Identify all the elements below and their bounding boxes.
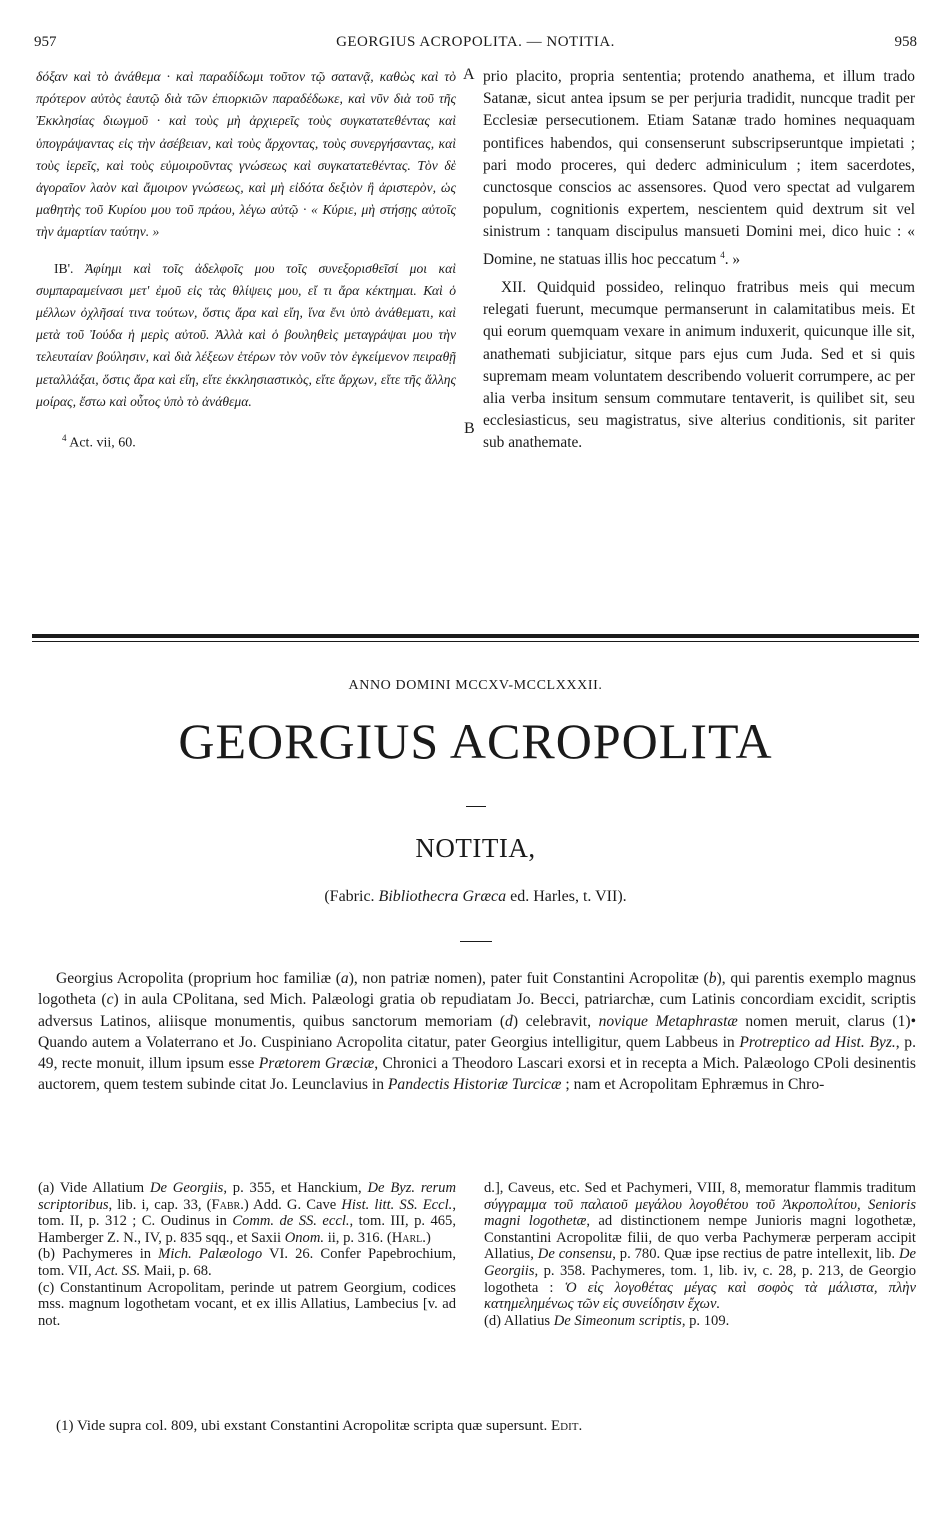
section-subtitle: NOTITIA, — [415, 833, 536, 863]
body-text: nomen meruit, clarus (1)• Quando autem a Volaterrano et Jo. Cuspiniano Acropolita citatur, pater Georgius intelligitur, quem Labbeus in — [38, 1012, 917, 1051]
greek-paragraph-2 — [36, 258, 456, 413]
column-number-left: 957 — [34, 34, 57, 50]
footnotes-right-column — [484, 1180, 916, 1329]
note-text: (a) Vide Allatium — [38, 1180, 150, 1196]
body-text: ; nam et Acropolitam Ephræmus in Chro- — [561, 1076, 825, 1094]
note-text: , p. 355, et Hanckium, — [223, 1180, 368, 1196]
greek-paragraph-2-text: Ἀφίημι καὶ τοῖς ἀδελφοῖς μου τοῖς συνεξορισθεῖσί μοι καὶ συμπαραμείνασι μετ' ἐμοῦ εἰς τὰς θλίψεις μου, εἴ τι ἄρα κέκτημαι. Καὶ ὁ μέλλων ὀχλῆσαί τινα τούτων, ὅστις ἄρα καὶ εἴη, ἵνα ἔνι ὑπὸ ἀνάθεματι, καὶ μετὰ τοῦ Ἰούδα ἡ μερὶς αὐτοῦ. Ἀλλὰ καὶ ὁ βουληθεὶς μεταγράψαι μου τὴν τελευταίαν βούλησιν, καὶ διὰ λέξεων ἑτέρων τὸν νοῦν τὸν ἐγκείμενον πειραθῇ μεταλλάξαι, ὅστις ἄρα καὶ εἴη, εἴτε ἐκκλησιαστικὸς, εἴτε ἄρχων, εἴτε τῆς ἄλλης μοίρας, ἔστω καὶ οὗτος ὑπὸ τὸ ἀνάθεμα. — [36, 260, 456, 409]
note-smallcaps: Fabr. — [211, 1196, 244, 1213]
note-text: ii, p. 316. ( — [324, 1229, 392, 1246]
note-text: (d) Allatius — [484, 1312, 554, 1329]
notitia-body — [38, 968, 916, 1096]
note-text: ) Add. G. Cave — [243, 1196, 342, 1213]
greek-paragraph-1: δόξαν καὶ τὸ ἀνάθεμα · καὶ παραδίδωμι τοῦτον τῷ σατανᾷ, καθὼς καὶ τὸ πρότερον αὐτὸς ἑαυτῷ διὰ τῶν ἐπιορκιῶν παραδέδωκε, καὶ νῦν διὰ τοῦ τῆς Ἐκκλησίας διωγμοῦ · καὶ τοὺς μὴ ἀρχιερεῖς τοὺς συγκατατεθέντας καὶ ὑπογράψαντας εἰς τὴν ἀσέβειαν, καὶ τοὺς ἄρχοντας, τοὺς συνεργήσαντας, καὶ τοὺς ἱερεῖς, καὶ τοὺς εὐμοιροῦντας γνώσεως καὶ συγκατατεθέντας. Τὸν δὲ ἀγοραῖον λαὸν καὶ ἄμοιρον γνώσεως, καὶ μὴ εἰδότα δεξιὸν ἢ ἀριστερὸν, ὡς μαθητὴς τοῦ Κυρίου μου τοῦ πράου, λέγω αὐτῷ · « Κύριε, μὴ στήσῃς αὐτοῖς τὴν ἁμαρτίαν ταύτην. » — [36, 69, 456, 240]
note-text: , tom. II, p. 312 ; C. Oudinus in — [38, 1196, 456, 1230]
body-italic: Prætorem Græciæ — [258, 1055, 375, 1073]
margin-marker-a: A — [463, 66, 475, 83]
running-title: GEORGIUS ACROPOLITA. — NOTITIA. — [336, 34, 615, 50]
latin-paragraph-1-end: . » — [724, 250, 741, 268]
editor-note — [56, 1418, 916, 1435]
note-italic: De Georgiis — [484, 1246, 916, 1279]
note-text: , ad distinctionem nempe Junioris magni logothetæ, Constantini Acropolitæ filii, de quo verba Pachymeræ perperam accipit Allatius, — [484, 1213, 916, 1263]
latin-paragraph-2: XII. Quidquid possideo, relinquo fratribus meis qui mecum relegati fuerunt, mecumque permanserunt in calamitatibus meis. Et qui eorum quemquam vexare in animum induxerit, quicunque ille sit, anathemati subjiciatur, sitque pars ejus cum Juda. Sed et si quis supremam meam voluntatem describendo voluerit corrumpere, ac per alia verba insitum sensum commutare tentaverit, is quilibet sit, seu ecclesiasticus, seu magistratus, sive alterius conditionis, sit pariter sub anathemate. — [483, 278, 915, 452]
footnote-d — [484, 1313, 916, 1330]
source-citation-post: ed. Harles, t. VII). — [506, 888, 627, 905]
note-ref-b: b — [708, 970, 717, 987]
latin-paragraph-1-text: prio placito, propria sententia; protendo anathema, et illum trado Satanæ, sicut antea ipsum se per perjuria tradidit, nuncque tradit per Ecclesiæ persecutionem. Etiam Satanæ trado homines nequaquam pontifices habendos, qui consenserunt subscripseruntque impietati ; pari modo proceres, qui dederc adminiculum ; item sacerdotes, cunctosque conscios ac assensores. Quod vero spectat ad vulgarem populum, cognitionis expertem, nescientem quid dextrum sit vel sinistrum : tanquam discipulus mansueti Domini mei, dico huic : « Domine, ne statuas illis hoc peccatum — [483, 68, 915, 268]
body-text: ) celebravit, — [512, 1012, 599, 1030]
title-dash — [466, 806, 486, 807]
editor-note-signature: Edit. — [551, 1418, 583, 1434]
section-divider-thin — [32, 641, 919, 642]
latin-column — [483, 66, 915, 455]
footnote-c-continued — [484, 1180, 916, 1313]
note-italic: Senioris magni logothetæ — [484, 1196, 916, 1230]
note-italic: Hist. litt. SS. Eccl. — [341, 1196, 453, 1213]
note-text: , p. 109. — [681, 1312, 730, 1329]
note-italic: De consensu — [537, 1246, 613, 1263]
note-italic: Mich. Palæologo — [158, 1246, 263, 1263]
note-text: (b) Pachymeres in — [38, 1246, 159, 1263]
footnote-c: (c) Constantinum Acropolitam, perinde ut patrem Georgium, codices mss. magnum logothetam vocant, et ex illis Allatius, Lambecius [v. ad not. — [38, 1279, 456, 1329]
note-text: , p. 358. Pachymeres, tom. 1, lib. iv, c. 28, p. 213, de Georgio logotheta : — [484, 1262, 916, 1296]
greek-paragraph-2-number: ΙΒ'. — [54, 260, 74, 276]
body-text: , Chronici a Theodoro Lascari exorsi et in recepta a Mich. Palæologo CPoli desinentis auctorem, quem testem subinde citat Jo. Leunclavius in — [38, 1055, 916, 1094]
note-ref-a: a — [340, 970, 349, 987]
footnote-a — [38, 1180, 456, 1246]
latin-footnote-mark: 4 — [720, 249, 725, 260]
note-ref-c: c — [106, 991, 114, 1009]
note-text: ) — [425, 1229, 431, 1246]
body-text: , p. 49, recte monuit, illum ipsum esse — [38, 1033, 916, 1073]
note-italic: De Byz. rerum scriptoribus — [38, 1180, 456, 1213]
note-greek: σύγγραμμα τοῦ παλαιοῦ μεγάλου λογοθέτου τοῦ Ἀκροπολίτου — [484, 1196, 857, 1213]
body-italic: novique Metaphrastæ — [598, 1012, 738, 1030]
anno-domini-line: ANNO DOMINI MCCXV-MCCLXXXII. — [348, 678, 603, 693]
body-text: ) in aula CPolitana, sed Mich. Palæologi gratia ob repudiatam Jo. Becci, patriarchæ, cum Latinis concordiam excidit, scriptis adversus Latinos, aliisque monumentis, quibus sanctorum memoriam ( — [38, 991, 916, 1030]
note-italic: Onom. — [284, 1229, 325, 1246]
subtitle-dash — [460, 941, 492, 942]
note-text: VI. 26. Confer Papebrochium, tom. VII, — [38, 1246, 456, 1279]
body-italic: Pandectis Historiæ Turcicæ — [387, 1076, 562, 1094]
section-divider-thick — [32, 634, 919, 638]
running-head — [34, 34, 917, 56]
note-ref-d: d — [505, 1012, 513, 1030]
source-citation — [0, 888, 951, 906]
greek-footnote — [36, 427, 456, 455]
margin-marker-b: B — [464, 420, 475, 437]
note-smallcaps: Harl. — [391, 1229, 426, 1246]
note-text: Maii, p. 68. — [140, 1262, 212, 1279]
body-text: ), non patriæ nomen), pater fuit Constantini Acropolitæ ( — [348, 970, 709, 987]
note-text: , p. 780. Quæ ipse rectius de patre intellexit, lib. — [612, 1246, 899, 1263]
note-text: d.], Caveus, etc. Sed et Pachymeri, VIII, 8, memoratur flammis traditum — [484, 1180, 916, 1196]
source-citation-italic: Bibliothecra Græca — [378, 888, 507, 905]
note-italic: Comm. de SS. eccl. — [232, 1213, 350, 1230]
body-text: Georgius Acropolita (proprium hoc familiæ ( — [56, 970, 341, 987]
footnotes-left-column — [38, 1180, 456, 1329]
latin-paragraph-1 — [483, 66, 915, 271]
body-text: ), qui parentis exemplo magnus logotheta ( — [38, 970, 916, 1009]
footnote-b — [38, 1246, 456, 1279]
note-greek: Ὁ εἰς λογοθέτας μέγας καὶ σοφὸς τὰ μάλιστα, πλὴν κατημελημένως τῶν εἰς συνείδησιν ἔχων. — [484, 1279, 916, 1313]
editor-note-text: (1) Vide supra col. 809, ubi exstant Constantini Acropolitæ scripta quæ supersunt. — [56, 1418, 552, 1434]
note-italic: De Simeonum scriptis — [553, 1312, 682, 1329]
source-citation-pre: (Fabric. — [324, 888, 379, 905]
note-text: , — [856, 1196, 869, 1213]
column-number-right: 958 — [894, 34, 917, 50]
note-text: , tom. III, p. 465, Hamberger Z. N., IV, p. 835 sqq., et Saxii — [38, 1213, 457, 1246]
greek-column — [36, 66, 456, 455]
note-italic: De Georgiis — [149, 1180, 224, 1196]
note-italic: Act. SS. — [95, 1262, 141, 1279]
body-italic: Protreptico ad Hist. Byz. — [739, 1033, 896, 1051]
greek-footnote-text: Act. vii, 60. — [69, 435, 136, 451]
section-title: GEORGIUS ACROPOLITA — [178, 713, 773, 769]
note-text: , lib. i, cap. 33, ( — [108, 1196, 212, 1213]
greek-footnote-mark: 4 — [62, 433, 67, 444]
